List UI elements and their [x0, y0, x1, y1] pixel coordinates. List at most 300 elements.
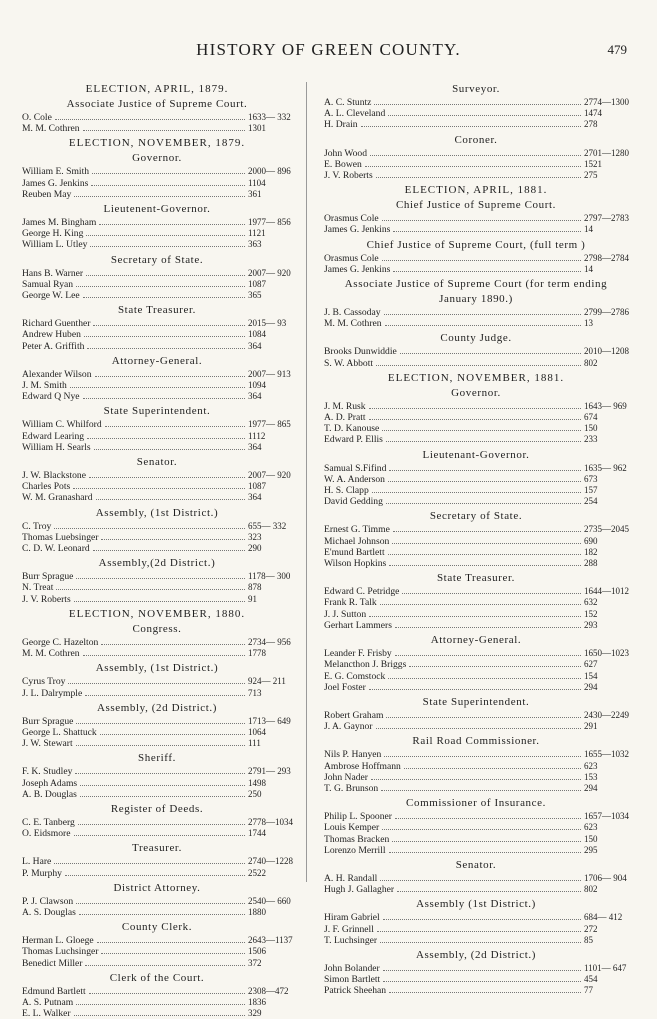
vote-count: 2701—1280	[584, 147, 629, 158]
dot-leader	[74, 601, 245, 602]
candidate-name: A. C. Stuntz	[324, 97, 372, 108]
vote-count: 2007— 920	[248, 267, 291, 278]
election-heading: ELECTION, NOVEMBER, 1880.	[68, 607, 246, 620]
candidate-name: Cyrus Troy	[22, 676, 66, 688]
candidate-name: Andrew Huben	[22, 329, 81, 341]
candidate-name: J. F. Grinnell	[324, 923, 374, 935]
candidate-name: William L. Utley	[22, 239, 88, 251]
running-title: HISTORY OF GREEN COUNTY.	[196, 40, 461, 59]
dot-leader	[100, 734, 245, 735]
dot-leader	[395, 627, 581, 628]
vote-count: 365	[248, 290, 262, 301]
dot-leader	[385, 325, 581, 326]
candidate-list	[22, 766, 292, 800]
candidate-row	[324, 659, 628, 670]
candidate-list	[22, 856, 292, 878]
dot-leader	[361, 126, 581, 127]
vote-count: 154	[584, 670, 598, 681]
office-heading: Surveyor.	[452, 83, 500, 95]
office-heading: Assembly, (2d District.)	[96, 701, 217, 714]
candidate-list	[324, 213, 628, 235]
candidate-name: T. G. Brunson	[324, 782, 379, 794]
candidate-list	[22, 166, 292, 200]
office-heading: County Judge.	[440, 332, 512, 345]
candidate-row	[22, 828, 292, 839]
candidate-row	[324, 834, 628, 845]
dot-leader	[376, 365, 581, 366]
vote-count: 674	[584, 412, 598, 423]
dot-leader	[386, 717, 581, 718]
vote-count: 2799—2786	[584, 307, 629, 318]
candidate-row	[324, 671, 628, 682]
vote-count: 364	[248, 391, 262, 402]
election-heading: ELECTION, NOVEMBER, 1881.	[387, 371, 565, 384]
dot-leader	[93, 550, 245, 551]
candidate-list	[22, 268, 292, 302]
dot-leader	[55, 119, 245, 120]
candidate-name: T. D. Kanouse	[324, 423, 380, 435]
candidate-row	[22, 442, 292, 453]
candidate-row	[22, 329, 292, 340]
dot-leader	[89, 477, 245, 478]
office-heading: State Treasurer.	[436, 572, 516, 585]
candidate-name: E. G. Comstock	[324, 670, 386, 682]
vote-count: 77	[584, 985, 593, 996]
dot-leader	[76, 578, 245, 579]
dot-leader	[54, 528, 245, 529]
candidate-row	[324, 873, 628, 884]
candidate-name: F. K. Studley	[22, 766, 73, 778]
candidate-row	[324, 423, 628, 434]
candidate-name: J. J. Sutton	[324, 608, 367, 620]
candidate-row	[22, 766, 292, 777]
candidate-name: James G. Jenkins	[324, 263, 391, 275]
candidate-row	[324, 985, 628, 996]
vote-count: 684— 412	[584, 912, 623, 923]
candidate-name: J. B. Cassoday	[324, 307, 381, 319]
dot-leader	[376, 728, 582, 729]
dot-leader	[68, 683, 245, 684]
dot-leader	[78, 824, 245, 825]
candidate-name: E. Bowen	[324, 158, 362, 170]
vote-count: 364	[248, 441, 262, 452]
candidate-name: Simon Bartlett	[324, 974, 381, 986]
candidate-name: Brooks Dunwiddie	[324, 346, 397, 358]
vote-count: 152	[584, 608, 598, 619]
vote-count: 157	[584, 485, 598, 496]
candidate-name: E. L. Walker	[22, 1008, 71, 1019]
office-heading: Attorney-General.	[430, 634, 522, 647]
vote-count: 2430—2249	[584, 709, 629, 720]
vote-count: 295	[584, 844, 598, 855]
candidate-row	[22, 727, 292, 738]
election-heading: ELECTION, APRIL, 1881.	[404, 184, 548, 197]
vote-count: 2000— 896	[248, 166, 291, 177]
candidate-list	[22, 637, 292, 659]
vote-count: 623	[584, 822, 598, 833]
candidate-row	[22, 419, 292, 430]
dot-leader	[56, 589, 245, 590]
vote-count: 690	[584, 535, 598, 546]
vote-count: 1655—1032	[584, 749, 629, 760]
dot-leader	[92, 173, 245, 174]
candidate-row	[324, 974, 628, 985]
vote-count: 323	[248, 531, 262, 542]
vote-count: 1713— 649	[248, 715, 291, 726]
office-heading: Clerk of the Court.	[109, 971, 205, 984]
dot-leader	[83, 398, 245, 399]
dot-leader	[389, 992, 581, 993]
dot-leader	[369, 689, 581, 690]
dot-leader	[383, 981, 581, 982]
candidate-name: Samual S.Fifind	[324, 462, 387, 474]
office-heading: Associate Justice of Supreme Court (for term ending January 1890.)	[344, 278, 608, 306]
dot-leader	[386, 441, 581, 442]
dot-leader	[74, 1015, 245, 1016]
office-heading: Coroner.	[454, 133, 498, 146]
candidate-row	[22, 582, 292, 593]
vote-count: 627	[584, 659, 598, 670]
dot-leader	[89, 993, 245, 994]
candidate-name: Joseph Adams	[22, 777, 78, 789]
office-heading: Senator.	[455, 858, 497, 871]
dot-leader	[397, 891, 581, 892]
candidate-row	[324, 401, 628, 412]
candidate-list	[22, 369, 292, 403]
vote-count: 2778—1034	[248, 816, 293, 827]
vote-count: 1094	[248, 380, 266, 391]
candidate-name: George C. Hazelton	[22, 636, 99, 648]
candidate-row	[324, 463, 628, 474]
vote-count: 878	[248, 582, 262, 593]
office-heading: County Clerk.	[121, 921, 193, 934]
vote-count: 623	[584, 760, 598, 771]
right-column	[324, 82, 628, 999]
page-number: 479	[607, 42, 627, 57]
dot-leader	[382, 829, 581, 830]
office-heading: Attorney-General.	[111, 354, 203, 367]
vote-count: 1064	[248, 726, 266, 737]
candidate-name: S. W. Abbott	[324, 357, 374, 369]
candidate-list	[324, 912, 628, 946]
candidate-row	[22, 868, 292, 879]
vote-count: 1635— 962	[584, 462, 627, 473]
vote-count: 1104	[248, 177, 266, 188]
candidate-row	[324, 97, 628, 108]
dot-leader	[105, 426, 245, 427]
vote-count: 1112	[248, 430, 266, 441]
vote-count: 2735—2045	[584, 524, 629, 535]
candidate-row	[22, 958, 292, 969]
vote-count: 329	[248, 1008, 262, 1019]
vote-count: 1977— 865	[248, 419, 291, 430]
candidate-name: C. Troy	[22, 520, 52, 532]
vote-count: 364	[248, 492, 262, 503]
candidate-name: H. S. Clapp	[324, 485, 369, 497]
vote-count: 278	[584, 119, 598, 130]
candidate-row	[22, 986, 292, 997]
vote-count: 2540— 660	[248, 895, 291, 906]
candidate-row	[22, 637, 292, 648]
dot-leader	[380, 604, 581, 605]
candidate-name: M. M. Cothren	[22, 648, 80, 660]
dot-leader	[54, 863, 245, 864]
candidate-row	[324, 108, 628, 119]
candidate-name: Orasmus Cole	[324, 252, 379, 264]
vote-count: 1650—1023	[584, 648, 629, 659]
dot-leader	[101, 644, 245, 645]
dot-leader	[382, 220, 581, 221]
dot-leader	[369, 408, 581, 409]
candidate-row	[22, 481, 292, 492]
candidate-row	[324, 213, 628, 224]
candidate-row	[324, 648, 628, 659]
dot-leader	[76, 745, 245, 746]
vote-count: 2797—2783	[584, 213, 629, 224]
candidate-name: Thomas Bracken	[324, 833, 390, 845]
candidate-name: N. Treat	[22, 582, 54, 594]
candidate-row	[22, 431, 292, 442]
dot-leader	[76, 903, 245, 904]
candidate-list	[324, 524, 628, 569]
dot-leader	[402, 593, 581, 594]
candidate-name: Burr Sprague	[22, 715, 74, 727]
vote-count: 111	[248, 738, 261, 749]
candidate-row	[22, 856, 292, 867]
candidate-name: Burr Sprague	[22, 571, 74, 583]
candidate-row	[324, 597, 628, 608]
candidate-list	[324, 963, 628, 997]
dot-leader	[80, 785, 245, 786]
dot-leader	[74, 196, 245, 197]
dot-leader	[86, 275, 245, 276]
dot-leader	[74, 835, 246, 836]
candidate-row	[22, 228, 292, 239]
candidate-list	[22, 419, 292, 453]
dot-leader	[381, 790, 581, 791]
vote-count: 2740—1228	[248, 856, 293, 867]
vote-count: 2308—472	[248, 985, 289, 996]
candidate-row	[324, 586, 628, 597]
candidate-row	[324, 772, 628, 783]
office-heading: Chief Justice of Supreme Court.	[395, 199, 557, 212]
vote-count: 2522	[248, 867, 266, 878]
vote-count: 655— 332	[248, 520, 287, 531]
candidate-row	[324, 884, 628, 895]
candidate-name: Edward Q Nye	[22, 391, 80, 403]
vote-count: 1101— 647	[584, 962, 627, 973]
candidate-row	[324, 924, 628, 935]
candidate-row	[22, 279, 292, 290]
vote-count: 233	[584, 434, 598, 445]
candidate-list	[324, 811, 628, 856]
dot-leader	[383, 970, 581, 971]
candidate-row	[324, 710, 628, 721]
dot-leader	[393, 231, 581, 232]
candidate-name: J. L. Dalrymple	[22, 687, 83, 699]
candidate-row	[22, 571, 292, 582]
candidate-name: James M. Bingham	[22, 217, 97, 229]
candidate-name: Ambrose Hoffmann	[324, 760, 401, 772]
candidate-name: George W. Lee	[22, 290, 80, 302]
candidate-name: J. V. Roberts	[324, 170, 373, 182]
office-heading: Lieutenent-Governor.	[103, 203, 211, 216]
candidate-name: Louis Kemper	[324, 822, 380, 834]
candidate-name: O. Cole	[22, 112, 52, 123]
candidate-row	[324, 620, 628, 631]
candidate-row	[22, 391, 292, 402]
vote-count: 1633— 332	[248, 112, 291, 122]
candidate-row	[324, 845, 628, 856]
dot-leader	[79, 914, 245, 915]
dot-leader	[76, 723, 245, 724]
dot-leader	[384, 314, 582, 315]
candidate-name: A. S. Putnam	[22, 996, 74, 1008]
candidate-list	[324, 710, 628, 732]
vote-count: 1977— 856	[248, 217, 291, 228]
dot-leader	[380, 942, 581, 943]
vote-count: 288	[584, 558, 598, 569]
dot-leader	[65, 875, 245, 876]
dot-leader	[404, 768, 581, 769]
candidate-row	[22, 123, 292, 134]
election-heading: ELECTION, NOVEMBER, 1879.	[68, 137, 246, 150]
candidate-row	[22, 470, 292, 481]
dot-leader	[91, 185, 245, 186]
dot-leader	[393, 531, 581, 532]
candidate-list	[22, 716, 292, 750]
candidate-list	[324, 648, 628, 693]
dot-leader	[97, 942, 245, 943]
dot-leader	[96, 499, 245, 500]
office-heading: Assembly, (2d District.)	[415, 948, 536, 961]
vote-count: 1178— 300	[248, 571, 291, 582]
office-heading: Associate Justice of Supreme Court.	[66, 98, 248, 110]
vote-count: 254	[584, 496, 598, 507]
vote-count: 1644—1012	[584, 586, 629, 597]
candidate-name: James G. Jenkins	[324, 224, 391, 236]
vote-count: 1643— 969	[584, 400, 627, 411]
candidate-name: John Nader	[324, 771, 368, 783]
dot-leader	[87, 348, 245, 349]
candidate-name: J. W. Blackstone	[22, 470, 86, 482]
dot-leader	[80, 796, 245, 797]
candidate-row	[22, 112, 292, 123]
candidate-name: Gerhart Lammers	[324, 619, 392, 631]
vote-count: 1498	[248, 777, 266, 788]
candidate-name: Hans B. Warner	[22, 267, 84, 279]
vote-count: 150	[584, 423, 598, 434]
candidate-name: Charles Pots	[22, 481, 71, 493]
candidate-name: Leander F. Frisby	[324, 648, 392, 660]
candidate-row	[22, 997, 292, 1008]
dot-leader	[409, 666, 581, 667]
vote-count: 1506	[248, 946, 266, 957]
candidate-row	[324, 318, 628, 329]
dot-leader	[365, 166, 581, 167]
dot-leader	[389, 852, 581, 853]
candidate-list	[324, 307, 628, 329]
vote-count: 85	[584, 934, 593, 945]
dot-leader	[99, 224, 245, 225]
candidate-row	[324, 264, 628, 275]
candidate-row	[22, 676, 292, 687]
candidate-list	[324, 253, 628, 275]
dot-leader	[392, 841, 581, 842]
vote-count: 13	[584, 318, 593, 329]
candidate-row	[324, 434, 628, 445]
office-heading: State Treasurer.	[117, 304, 197, 317]
vote-count: 153	[584, 771, 598, 782]
vote-count: 291	[584, 721, 598, 732]
candidate-list	[22, 986, 292, 1019]
candidate-row	[324, 811, 628, 822]
dot-leader	[76, 1004, 245, 1005]
candidate-row	[22, 318, 292, 329]
candidate-row	[22, 946, 292, 957]
dot-leader	[377, 931, 581, 932]
vote-count: 361	[248, 188, 262, 199]
vote-count: 2015— 93	[248, 318, 287, 329]
vote-count: 182	[584, 546, 598, 557]
candidate-name: A. B. Douglas	[22, 788, 77, 800]
vote-count: 1087	[248, 481, 266, 492]
vote-count: 150	[584, 833, 598, 844]
vote-count: 1521	[584, 158, 602, 169]
vote-count: 2643—1137	[248, 935, 293, 946]
dot-leader	[389, 565, 581, 566]
office-heading: Register of Deeds.	[110, 802, 204, 815]
dot-leader	[395, 655, 581, 656]
office-heading: Secretary of State.	[429, 510, 523, 523]
dot-leader	[93, 325, 245, 326]
dot-leader	[83, 655, 245, 656]
office-heading: Lieutenant-Governor.	[422, 448, 530, 461]
candidate-name: John Wood	[324, 147, 368, 159]
candidate-name: Alexander Wilson	[22, 368, 92, 380]
vote-count: 1880	[248, 906, 266, 917]
candidate-list	[22, 521, 292, 555]
dot-leader	[393, 271, 581, 272]
dot-leader	[76, 286, 245, 287]
candidate-name: Wilson Hopkins	[324, 558, 387, 570]
candidate-name: Lorenzo Merrill	[324, 844, 386, 856]
vote-count: 290	[248, 543, 262, 554]
candidate-list	[324, 148, 628, 182]
office-heading: Treasurer.	[132, 842, 182, 855]
candidate-name: Peter A. Griffith	[22, 340, 85, 352]
candidate-row	[324, 524, 628, 535]
candidate-name: M. M. Cothren	[324, 318, 382, 330]
dot-leader	[395, 818, 581, 819]
vote-count: 2007— 920	[248, 470, 291, 481]
candidate-list	[22, 470, 292, 504]
candidate-row	[22, 1008, 292, 1019]
office-heading: Assembly, (1st District.)	[95, 506, 219, 519]
candidate-name: L. Hare	[22, 856, 52, 868]
dot-leader	[388, 481, 581, 482]
vote-count: 924— 211	[248, 676, 286, 687]
office-heading: State Superintendent.	[103, 405, 211, 418]
dot-leader	[388, 678, 581, 679]
candidate-name: Hugh J. Gallagher	[324, 884, 395, 896]
dot-leader	[75, 773, 245, 774]
candidate-row	[324, 912, 628, 923]
candidate-row	[324, 170, 628, 181]
vote-count: 1706— 904	[584, 872, 627, 883]
candidate-row	[22, 532, 292, 543]
candidate-name: A. L. Cleveland	[324, 108, 386, 120]
